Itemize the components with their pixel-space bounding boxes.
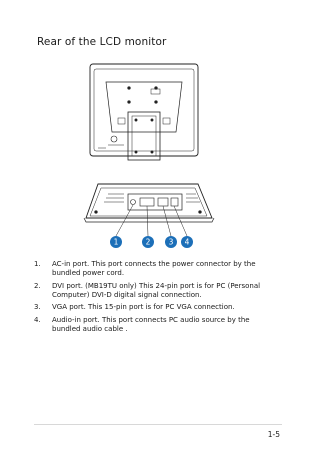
item-number: 1.: [34, 260, 41, 268]
item-text: VGA port. This 15-pin port is for PC VGA connection.: [52, 303, 235, 312]
item-number: 2.: [34, 281, 41, 290]
list-item: [34, 282, 274, 300]
callout-3: [165, 236, 177, 248]
footer-divider: [34, 424, 282, 425]
callout-1: [110, 236, 122, 248]
port-description-list: [34, 260, 274, 338]
callout-number: 4: [184, 237, 190, 247]
monitor-base-view: [84, 184, 214, 236]
callout-number: 2: [145, 237, 151, 247]
item-text: DVI port. (MB19TU only) This 24-pin port is for PC (Personal Computer) DVI-D digital signal connection.: [52, 281, 261, 299]
monitor-back-view: [90, 64, 198, 160]
list-item: [34, 303, 274, 312]
page-number: 1-5: [267, 430, 280, 439]
callout-4: [181, 236, 193, 248]
list-item: [34, 316, 274, 334]
item-text: AC-in port. This port connects the power connector by the bundled power cord.: [52, 260, 256, 278]
list-item: [34, 260, 274, 278]
callout-number: 1: [113, 237, 119, 247]
callout-markers: [110, 236, 193, 248]
item-text: Audio-in port. This port connects PC audio source by the bundled audio cable .: [52, 315, 250, 334]
item-number: 4.: [34, 315, 41, 324]
page-title: Rear of the LCD monitor: [37, 36, 167, 48]
item-number: 3.: [34, 303, 41, 312]
callout-number: 3: [168, 237, 174, 247]
callout-2: [142, 236, 154, 248]
